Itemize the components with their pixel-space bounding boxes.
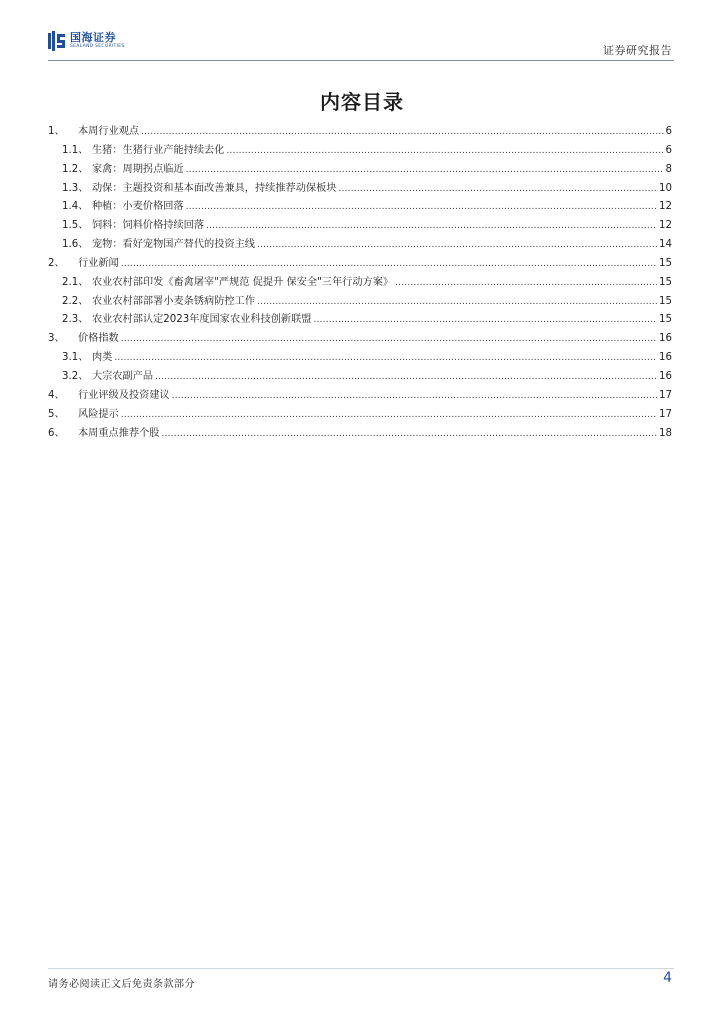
toc-dot-leader <box>186 202 657 212</box>
toc-entry-number: 1.1、 <box>62 144 89 156</box>
toc-entry-page: 15 <box>659 295 672 307</box>
toc-entry-page: 17 <box>659 389 672 401</box>
sealand-logo-icon <box>48 31 66 51</box>
toc-dot-leader <box>257 240 657 250</box>
toc-dot-leader <box>395 278 657 288</box>
toc-entry-number: 1.6、 <box>62 239 89 251</box>
toc-entry-number: 2.2、 <box>62 295 89 307</box>
toc-title: 内容目录 <box>320 90 404 114</box>
toc-entry[interactable] <box>48 424 672 443</box>
toc-dot-leader <box>155 372 657 382</box>
toc-entry[interactable] <box>48 141 672 160</box>
toc-entry-title: 生猪：生猪行业产能持续去化 <box>92 144 225 156</box>
toc-entry-title: 种植：小麦价格回落 <box>92 201 184 213</box>
toc-entry-title: 本周行业观点 <box>78 126 140 137</box>
toc-entry-title: 行业评级及投资建议 <box>78 389 170 401</box>
toc-entry-title: 农业农村部印发《畜禽屠宰"严规范 促提升 保安全"三年行动方案》 <box>92 276 394 288</box>
toc-entry-title: 风险提示 <box>78 408 119 420</box>
toc-entry-title: 大宗农副产品 <box>92 370 154 382</box>
toc-entry-title: 动保：主题投资和基本面改善兼具，持续推荐动保板块 <box>92 182 337 194</box>
toc-entry-title: 饲料：饲料价格持续回落 <box>92 220 205 232</box>
toc-entry-page: 14 <box>659 239 672 251</box>
page-number: 4 <box>663 970 672 986</box>
toc-dot-leader <box>314 315 658 325</box>
toc-entry-page: 15 <box>659 314 672 326</box>
toc-entry-number: 1.2、 <box>62 163 89 175</box>
toc-entry-title: 农业农村部认定2023年度国家农业科技创新联盟 <box>92 314 312 326</box>
toc-entry-title: 本周重点推荐个股 <box>78 427 160 439</box>
toc-entry-number: 6、 <box>48 427 65 439</box>
toc-entry[interactable] <box>48 160 672 179</box>
toc-dot-leader <box>121 410 657 420</box>
toc-entry-page: 6 <box>665 126 672 137</box>
toc-entry[interactable] <box>48 254 672 273</box>
toc-entry-page: 8 <box>665 163 672 175</box>
toc-entry-number: 2、 <box>48 257 65 269</box>
toc-entry[interactable] <box>48 235 672 254</box>
toc-entry[interactable] <box>48 179 672 198</box>
toc-dot-leader <box>121 334 657 344</box>
toc-entry-number: 2.1、 <box>62 276 89 288</box>
toc-entry[interactable] <box>48 367 672 386</box>
toc-dot-leader <box>141 127 663 137</box>
toc-entry-title: 农业农村部部署小麦条锈病防控工作 <box>92 295 255 307</box>
footer-disclaimer: 请务必阅读正文后免责条款部分 <box>48 979 195 990</box>
toc-entry-page: 16 <box>659 370 672 382</box>
toc-entry-page: 15 <box>659 257 672 269</box>
toc-dot-leader <box>114 353 657 363</box>
toc-entry-number: 2.3、 <box>62 314 89 326</box>
toc-entry-number: 3、 <box>48 333 65 345</box>
logo-chinese-name: 国海证券 <box>70 31 116 45</box>
toc-entry[interactable] <box>48 292 672 311</box>
toc-entry-page: 12 <box>659 201 672 213</box>
toc-entry[interactable] <box>48 216 672 235</box>
toc-entry-number: 3.1、 <box>62 352 89 364</box>
toc-dot-leader <box>206 221 657 231</box>
toc-dot-leader <box>172 391 657 401</box>
toc-entry-title: 宠物：看好宠物国产替代的投资主线 <box>92 239 255 251</box>
toc-entry-number: 3.2、 <box>62 370 89 382</box>
toc-entry-page: 12 <box>659 220 672 232</box>
toc-entry[interactable] <box>48 405 672 424</box>
toc-entry-title: 行业新闻 <box>78 257 119 269</box>
header-divider <box>48 60 674 61</box>
report-type-label: 证券研究报告 <box>603 44 672 57</box>
page-header <box>48 28 674 62</box>
toc-entry-number: 1.3、 <box>62 182 89 194</box>
toc-dot-leader <box>257 297 657 307</box>
toc-entry-number: 5、 <box>48 408 65 420</box>
toc-entry-page: 18 <box>659 427 672 439</box>
toc-entry[interactable] <box>48 122 672 141</box>
toc-entry-page: 16 <box>659 352 672 364</box>
toc-entry-title: 价格指数 <box>78 333 119 345</box>
toc-entry-number: 1.5、 <box>62 220 89 232</box>
toc-entry-page: 6 <box>665 144 672 156</box>
toc-entry-page: 17 <box>659 408 672 420</box>
toc-entry[interactable] <box>48 273 672 292</box>
toc-entry[interactable] <box>48 197 672 216</box>
toc-entry-title: 家禽：周期拐点临近 <box>92 163 184 175</box>
table-of-contents <box>48 122 672 442</box>
toc-dot-leader <box>339 184 658 194</box>
logo-english-name: SEALAND SECURITIES <box>70 44 125 50</box>
toc-entry[interactable] <box>48 329 672 348</box>
toc-dot-leader <box>162 429 658 439</box>
toc-dot-leader <box>226 146 663 156</box>
toc-entry[interactable] <box>48 348 672 367</box>
company-logo <box>48 31 125 51</box>
toc-entry[interactable] <box>48 386 672 405</box>
toc-entry-title: 肉类 <box>92 352 113 364</box>
toc-entry-number: 1、 <box>48 126 65 137</box>
toc-entry[interactable] <box>48 310 672 329</box>
toc-entry-page: 16 <box>659 333 672 345</box>
toc-dot-leader <box>186 165 664 175</box>
toc-entry-page: 15 <box>659 276 672 288</box>
toc-entry-number: 4、 <box>48 389 65 401</box>
toc-entry-page: 10 <box>659 182 672 194</box>
footer-divider <box>48 968 674 969</box>
toc-entry-number: 1.4、 <box>62 201 89 213</box>
toc-dot-leader <box>121 259 657 269</box>
